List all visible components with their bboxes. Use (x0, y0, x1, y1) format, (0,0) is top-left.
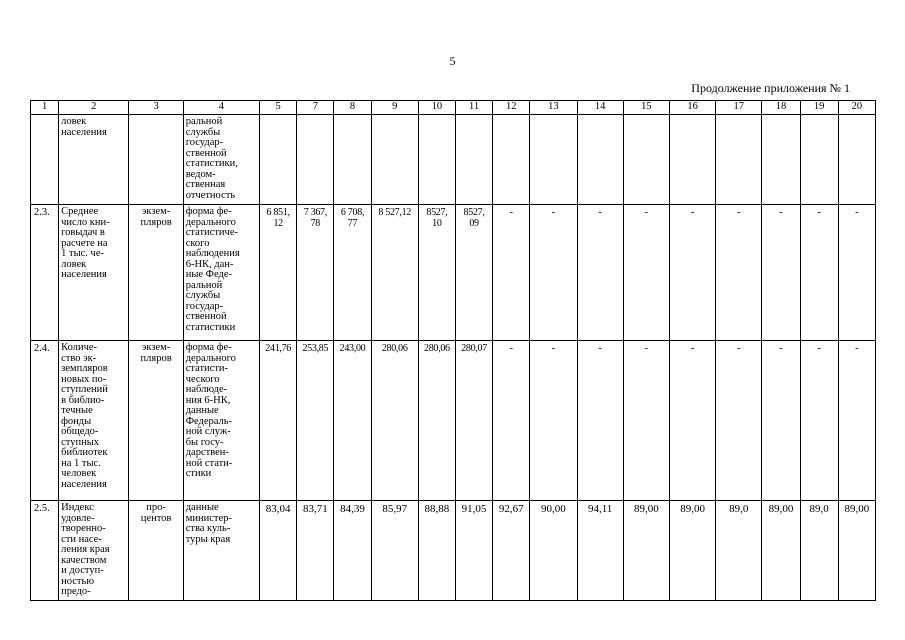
value-cell: 91,05 (455, 501, 492, 601)
column-header: 19 (800, 101, 838, 115)
value-cell: - (838, 341, 875, 501)
value-cell: 280,06 (418, 341, 455, 501)
value-cell (455, 115, 492, 205)
value-cell: - (669, 341, 715, 501)
value-cell: - (838, 205, 875, 341)
column-header: 11 (455, 101, 492, 115)
indicator-name: Индекс удовле- творенно- сти насе- ления края качеством и доступ- ностью предо- (59, 501, 129, 601)
value-cell (838, 115, 875, 205)
value-cell: - (530, 341, 577, 501)
column-header: 16 (669, 101, 715, 115)
value-cell (716, 115, 762, 205)
value-cell (260, 115, 297, 205)
table-row (31, 205, 876, 341)
value-cell: 90,00 (530, 501, 577, 601)
source-cell: форма фе- дерального статистиче- ского наблюдения 6-НК, дан- ные Феде- ральной службы государ- ственной статистики (183, 205, 259, 341)
column-header: 20 (838, 101, 875, 115)
unit-cell: экзем- пляров (129, 205, 183, 341)
value-cell: 8527, 10 (418, 205, 455, 341)
value-cell (334, 115, 371, 205)
column-header: 4 (183, 101, 259, 115)
indicator-name: Среднее число кни- говыдач в расчете на 1 тыс. че- ловек населения (59, 205, 129, 341)
source-cell: ральной службы государ- ственной статистики, ведом- ственная отчетность (183, 115, 259, 205)
value-cell: 8 527,12 (371, 205, 418, 341)
value-cell (577, 115, 623, 205)
source-cell: форма фе- дерального статисти- ческого наблюде- ния 6-НК, данные Федераль- ной служ- бы госу- дарствен- ной стати- стики (183, 341, 259, 501)
value-cell: 89,0 (800, 501, 838, 601)
column-header: 17 (716, 101, 762, 115)
value-cell: 89,00 (623, 501, 669, 601)
value-cell: - (800, 205, 838, 341)
value-cell: 88,88 (418, 501, 455, 601)
value-cell: 84,39 (334, 501, 371, 601)
row-number: 2.5. (31, 501, 59, 601)
data-table (30, 100, 876, 601)
unit-cell: про- центов (129, 501, 183, 601)
column-header: 1 (31, 101, 59, 115)
value-cell: 280,06 (371, 341, 418, 501)
value-cell: - (530, 205, 577, 341)
column-header: 18 (762, 101, 800, 115)
row-number: 2.3. (31, 205, 59, 341)
row-number (31, 115, 59, 205)
indicator-name: ловек населения (59, 115, 129, 205)
value-cell: 6 851, 12 (260, 205, 297, 341)
indicator-name: Количе- ство эк- земпляров новых по- ступлений в библио- течные фонды общедо- ступных библиотек на 1 тыс. человек населения (59, 341, 129, 501)
value-cell (493, 115, 530, 205)
column-header: 12 (493, 101, 530, 115)
value-cell: - (577, 341, 623, 501)
value-cell: - (493, 341, 530, 501)
value-cell (800, 115, 838, 205)
value-cell (762, 115, 800, 205)
column-header: 3 (129, 101, 183, 115)
value-cell (669, 115, 715, 205)
column-header: 2 (59, 101, 129, 115)
value-cell: - (762, 341, 800, 501)
value-cell (371, 115, 418, 205)
column-header: 10 (418, 101, 455, 115)
continuation-label: Продолжение приложения № 1 (691, 81, 850, 95)
table-row (31, 501, 876, 601)
value-cell (418, 115, 455, 205)
value-cell: 89,00 (669, 501, 715, 601)
value-cell: - (669, 205, 715, 341)
table-row (31, 341, 876, 501)
value-cell: - (716, 341, 762, 501)
value-cell: 89,0 (716, 501, 762, 601)
value-cell: 7 367, 78 (297, 205, 334, 341)
value-cell: 6 708, 77 (334, 205, 371, 341)
value-cell: 89,00 (838, 501, 875, 601)
value-cell: - (623, 205, 669, 341)
value-cell: 253,85 (297, 341, 334, 501)
value-cell: 92,67 (493, 501, 530, 601)
column-header: 8 (334, 101, 371, 115)
header-row (31, 101, 876, 115)
value-cell: 243,00 (334, 341, 371, 501)
column-header: 9 (371, 101, 418, 115)
column-header: 13 (530, 101, 577, 115)
value-cell (623, 115, 669, 205)
table-row (31, 115, 876, 205)
column-header: 5 (260, 101, 297, 115)
value-cell: - (493, 205, 530, 341)
value-cell: 94,11 (577, 501, 623, 601)
value-cell: 85,97 (371, 501, 418, 601)
column-header: 7 (297, 101, 334, 115)
value-cell (530, 115, 577, 205)
value-cell: - (623, 341, 669, 501)
unit-cell (129, 115, 183, 205)
value-cell: 89,00 (762, 501, 800, 601)
unit-cell: экзем- пляров (129, 341, 183, 501)
value-cell: 83,71 (297, 501, 334, 601)
value-cell: - (762, 205, 800, 341)
value-cell: 241,76 (260, 341, 297, 501)
value-cell: - (577, 205, 623, 341)
value-cell: 280,07 (455, 341, 492, 501)
column-header: 14 (577, 101, 623, 115)
row-number: 2.4. (31, 341, 59, 501)
value-cell (297, 115, 334, 205)
page-number: 5 (449, 54, 456, 68)
value-cell: - (800, 341, 838, 501)
column-header: 15 (623, 101, 669, 115)
value-cell: 8527, 09 (455, 205, 492, 341)
source-cell: данные министер- ства куль- туры края (183, 501, 259, 601)
value-cell: - (716, 205, 762, 341)
value-cell: 83,04 (260, 501, 297, 601)
